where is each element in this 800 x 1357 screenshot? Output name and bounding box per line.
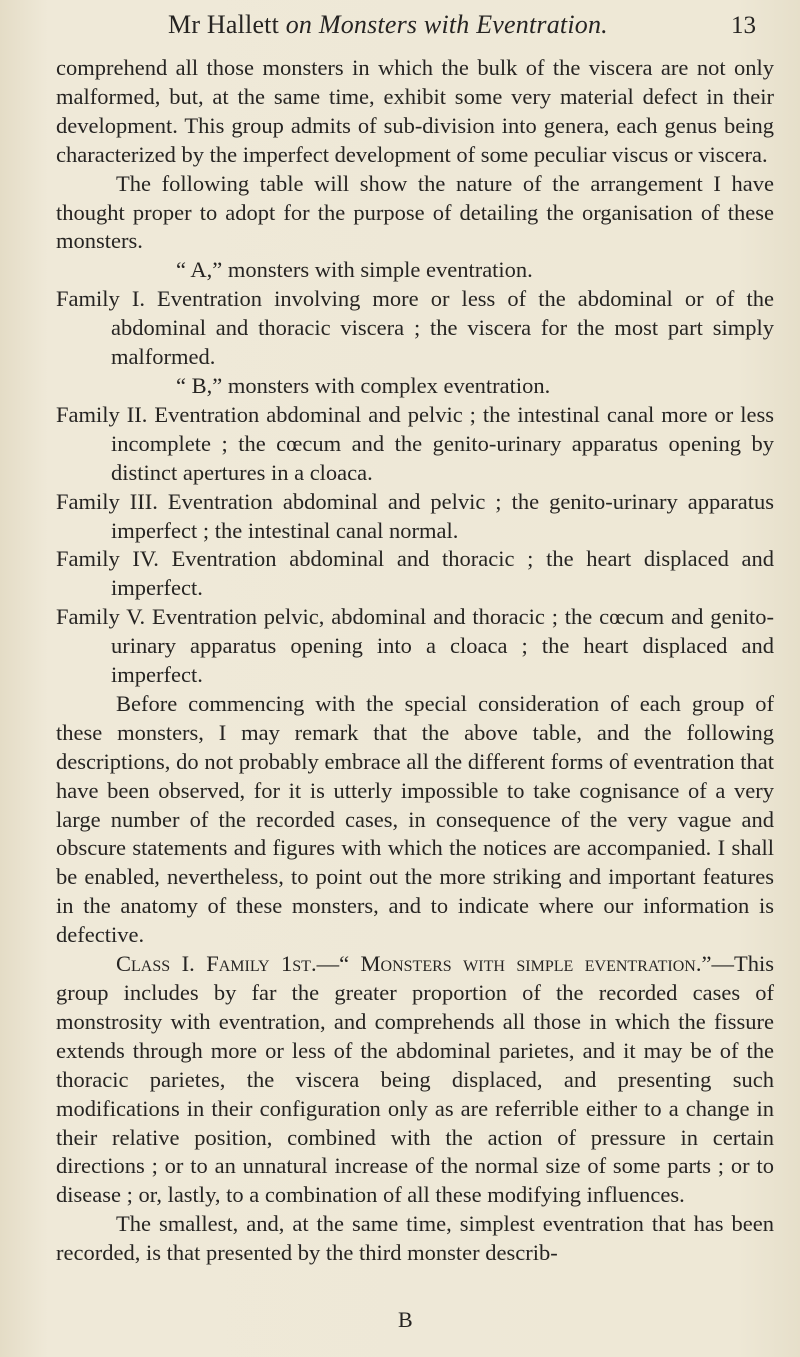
family-5-entry: Family V. Eventration pelvic, abdominal and thoracic ; the cœcum and genito-urinary apparatus opening into a cloaca ; the heart displaced and imperfect.	[56, 604, 774, 688]
group-a-label: “ A,” monsters with simple eventration.	[176, 257, 533, 283]
page-number: 13	[731, 12, 756, 39]
page-body	[56, 54, 774, 1268]
paragraph-before-commencing: Before commencing with the special consideration of each group of these monsters, I may remark that the above table, and the following descriptions, do not probably embrace all the different forms of eventration that have been observed, for it is utterly impossible to take cognisance of a very large number of the recorded cases, in consequence of the very vague and obscure statements and figures with which the notices are accompanied. I shall be enabled, nevertheless, to point out the more striking and important features in the anatomy of these monsters, and to indicate where our information is defective.	[56, 690, 774, 948]
class-heading: Class I. Family 1st.—“ Monsters with simple eventration.”	[116, 951, 712, 977]
family-4-entry: Family IV. Eventration abdominal and thoracic ; the heart displaced and imperfect.	[56, 546, 774, 601]
signature-mark: B	[398, 1307, 413, 1332]
title-author: Mr Hallett	[168, 10, 280, 39]
title-subject: Monsters with Eventration.	[318, 10, 608, 39]
title-on: on	[285, 10, 313, 39]
running-title	[168, 10, 608, 40]
family-2-entry: Family II. Eventration abdominal and pelvic ; the intestinal canal more or less incomplete ; the cœcum and the genito-urinary apparatus opening by distinct apertures in a cloaca.	[56, 401, 774, 485]
paragraph-table-intro: The following table will show the nature of the arrangement I have thought proper to adopt for the purpose of detailing the organisation of these monsters.	[56, 170, 774, 254]
group-b-label: “ B,” monsters with complex eventration.	[176, 372, 551, 398]
family-3-entry: Family III. Eventration abdominal and pelvic ; the genito-urinary apparatus imperfect ; the intestinal canal normal.	[56, 488, 774, 543]
paragraph-class-one	[56, 950, 774, 1210]
running-head	[0, 8, 800, 48]
class-body: —This group includes by far the greater proportion of the recorded cases of monstrosity with eventration, and comprehends all those in which the fissure extends through more or less of the abdominal parietes, and it may be of the thoracic parietes, the viscera being displaced, and presenting such modifications in their configuration only as are referrible either to a change in their relative position, combined with the action of pressure in certain directions ; or to an unnatural increase of the normal size of some parts ; or to disease ; or, lastly, to a combination of all these modifying influences.	[56, 951, 774, 1208]
paragraph-smallest-eventration: The smallest, and, at the same time, simplest eventration that has been recorded, is that presented by the third monster describ-	[56, 1211, 774, 1266]
paragraph-continuation: comprehend all those monsters in which the bulk of the viscera are not only malformed, but, at the same time, exhibit some very material defect in their development. This group admits of sub-division into genera, each genus being characterized by the imperfect development of some peculiar viscus or viscera.	[56, 55, 774, 167]
family-1-entry: Family I. Eventration involving more or less of the abdominal or of the abdominal and thoracic viscera ; the viscera for the most part simply malformed.	[56, 286, 774, 370]
